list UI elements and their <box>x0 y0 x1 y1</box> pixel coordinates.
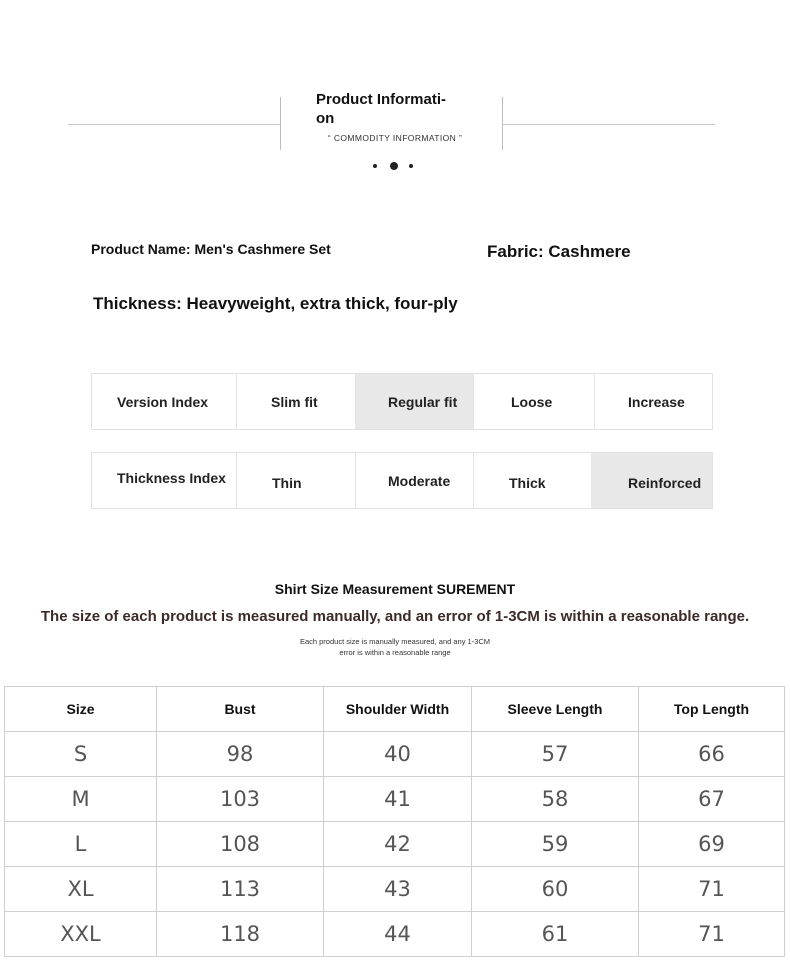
page-title <box>316 90 476 128</box>
page-title-line2: on <box>316 110 335 127</box>
table-row <box>5 867 785 912</box>
version-option-loose: Loose <box>474 374 595 429</box>
thickness-index-row <box>91 452 713 509</box>
cell-sleeve: 61 <box>472 912 639 957</box>
table-row <box>5 822 785 867</box>
cell-shoulder: 42 <box>324 822 472 867</box>
product-thickness: Thickness: Heavyweight, extra thick, four-ply <box>93 294 458 313</box>
cell-size: L <box>5 822 157 867</box>
cell-shoulder: 41 <box>324 777 472 822</box>
product-name: Product Name: Men's Cashmere Set <box>91 241 331 257</box>
measurement-small-line2: error is within a reasonable range <box>339 648 451 657</box>
table-row <box>5 732 785 777</box>
cell-sleeve: 60 <box>472 867 639 912</box>
measurement-note: The size of each product is measured manually, and an error of 1-3CM is within a reasonable range. <box>40 608 750 625</box>
header-bust: Bust <box>157 687 324 732</box>
thickness-option-thin: Thin <box>237 453 356 508</box>
cell-bust: 98 <box>157 732 324 777</box>
header-top-length: Top Length <box>639 687 785 732</box>
cell-size: XXL <box>5 912 157 957</box>
header-size: Size <box>5 687 157 732</box>
page-subtitle: “ COMMODITY INFORMATION ” <box>327 133 463 143</box>
cell-bust: 118 <box>157 912 324 957</box>
size-table <box>4 686 785 957</box>
measurement-small-note <box>290 636 500 658</box>
measurement-title: Shirt Size Measurement SUREMENT <box>274 581 516 597</box>
header-shoulder-width: Shoulder Width <box>324 687 472 732</box>
header-sleeve-length: Sleeve Length <box>472 687 639 732</box>
cell-bust: 103 <box>157 777 324 822</box>
product-fabric: Fabric: Cashmere <box>487 242 631 261</box>
version-option-regular-fit: Regular fit <box>356 374 474 429</box>
cell-sleeve: 57 <box>472 732 639 777</box>
cell-shoulder: 44 <box>324 912 472 957</box>
header-left-rule <box>68 124 280 125</box>
thickness-index-label: Thickness Index <box>92 453 237 508</box>
dot-center-icon <box>390 162 398 170</box>
table-row <box>5 777 785 822</box>
version-index-label: Version Index <box>92 374 237 429</box>
measurement-small-line1: Each product size is manually measured, and any 1-3CM <box>299 637 491 646</box>
cell-top-length: 67 <box>639 777 785 822</box>
header-left-bracket <box>280 97 281 150</box>
version-option-slim-fit: Slim fit <box>237 374 356 429</box>
cell-size: M <box>5 777 157 822</box>
dot-right-icon <box>409 164 413 168</box>
version-index-row <box>91 373 713 430</box>
cell-sleeve: 59 <box>472 822 639 867</box>
cell-top-length: 66 <box>639 732 785 777</box>
thickness-option-thick: Thick <box>474 453 592 508</box>
cell-top-length: 71 <box>639 912 785 957</box>
page-title-line1: Product Informati- <box>316 91 446 108</box>
cell-bust: 113 <box>157 867 324 912</box>
cell-shoulder: 43 <box>324 867 472 912</box>
thickness-option-moderate: Moderate <box>356 453 474 508</box>
version-option-increase: Increase <box>628 393 685 410</box>
header-right-rule <box>502 124 715 125</box>
table-row <box>5 912 785 957</box>
size-table-header <box>5 687 785 732</box>
cell-bust: 108 <box>157 822 324 867</box>
cell-size: S <box>5 732 157 777</box>
cell-size: XL <box>5 867 157 912</box>
cell-sleeve: 58 <box>472 777 639 822</box>
cell-shoulder: 40 <box>324 732 472 777</box>
cell-top-length: 69 <box>639 822 785 867</box>
thickness-option-reinforced: Reinforced <box>592 453 712 508</box>
dot-left-icon <box>373 164 377 168</box>
cell-top-length: 71 <box>639 867 785 912</box>
